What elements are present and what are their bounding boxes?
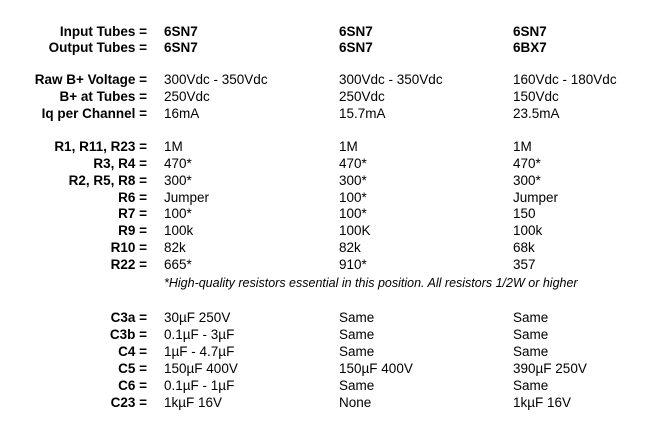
table-row [0,139,650,155]
value-col1: 6SN7 [164,24,198,39]
value-col3: 6BX7 [513,40,547,55]
value-col2: Same [339,310,375,325]
table-row [0,156,650,172]
table-row [0,327,650,343]
value-col2: Same [339,327,375,342]
value-col1: 1µF - 4.7µF [164,344,235,359]
value-col3: 160Vdc - 180Vdc [513,72,617,87]
value-col1: 250Vdc [164,89,210,104]
value-col2: 1M [339,139,358,154]
value-col1: 0.1µF - 3µF [164,327,235,342]
value-col3: 357 [513,257,536,272]
value-col2: Same [339,344,375,359]
value-col1: 100k [164,223,194,238]
value-col2: 300Vdc - 350Vdc [339,72,443,87]
value-col1: 300* [164,173,192,188]
value-col2: None [339,395,372,410]
value-col3: 390µF 250V [513,361,587,376]
value-col1: 30µF 250V [164,310,231,325]
value-col1: 100* [164,206,192,221]
value-col3: Same [513,344,549,359]
table-row [0,40,650,56]
table-row [0,395,650,411]
value-col1: 82k [164,240,186,255]
value-col1: 300Vdc - 350Vdc [164,72,268,87]
row-label: R7 = [118,206,147,221]
table-row [0,310,650,326]
table-row [0,89,650,105]
table-row [0,173,650,189]
row-label: R1, R11, R23 = [54,139,147,154]
row-label: C4 = [118,344,147,359]
value-col1: 665* [164,257,192,272]
row-label: C5 = [118,361,147,376]
row-label: Output Tubes = [48,40,147,55]
table-row [0,223,650,239]
value-col1: 470* [164,156,192,171]
value-col3: 6SN7 [513,24,547,39]
value-col2: 100* [339,206,367,221]
value-col2: 300* [339,173,367,188]
table-row [0,257,650,273]
value-col1: 16mA [164,106,200,121]
table-row [0,106,650,122]
value-col1: 1M [164,139,183,154]
row-label: Iq per Channel = [41,106,147,121]
row-label: R22 = [110,257,147,272]
value-col1: 0.1µF - 1µF [164,378,235,393]
value-col2: 6SN7 [339,24,373,39]
value-col2: 100* [339,190,367,205]
value-col3: Same [513,310,549,325]
value-col2: 82k [339,240,361,255]
value-col3: 150Vdc [513,89,559,104]
table-row [0,206,650,222]
value-col1: 1kµF 16V [164,395,223,410]
value-col3: 1kµF 16V [513,395,572,410]
table-row [0,344,650,360]
row-label: R10 = [110,240,147,255]
value-col1: 6SN7 [164,40,198,55]
value-col3: Same [513,378,549,393]
row-label: R6 = [118,190,147,205]
row-label: C3a = [110,310,147,325]
value-col3: Jumper [513,190,559,205]
row-label: Raw B+ Voltage = [34,72,147,87]
table-row [0,190,650,206]
row-label: C3b = [109,327,147,342]
table-row [0,378,650,394]
row-label: C6 = [118,378,147,393]
value-col2: Same [339,378,375,393]
value-col3: 1M [513,139,532,154]
value-col3: 68k [513,240,535,255]
value-col1: Jumper [164,190,210,205]
value-col3: 300* [513,173,541,188]
row-label: R3, R4 = [93,156,147,171]
value-col2: 6SN7 [339,40,373,55]
table-row [0,240,650,256]
row-label: C23 = [110,395,147,410]
table-row [0,24,650,40]
value-col3: 23.5mA [513,106,560,121]
table-row [0,361,650,377]
row-label: Input Tubes = [59,24,147,39]
resistor-footnote: *High-quality resistors essential in this position. All resistors 1/2W or higher [164,276,578,290]
row-label: B+ at Tubes = [59,89,147,104]
value-col3: 470* [513,156,541,171]
value-col3: Same [513,327,549,342]
value-col2: 150µF 400V [339,361,413,376]
value-col2: 910* [339,257,367,272]
value-col3: 150 [513,206,536,221]
value-col2: 470* [339,156,367,171]
value-col2: 15.7mA [339,106,386,121]
row-label: R9 = [118,223,147,238]
value-col2: 250Vdc [339,89,385,104]
value-col1: 150µF 400V [164,361,238,376]
table-row [0,72,650,88]
value-col2: 100K [339,223,371,238]
row-label: R2, R5, R8 = [68,173,147,188]
value-col3: 100k [513,223,543,238]
